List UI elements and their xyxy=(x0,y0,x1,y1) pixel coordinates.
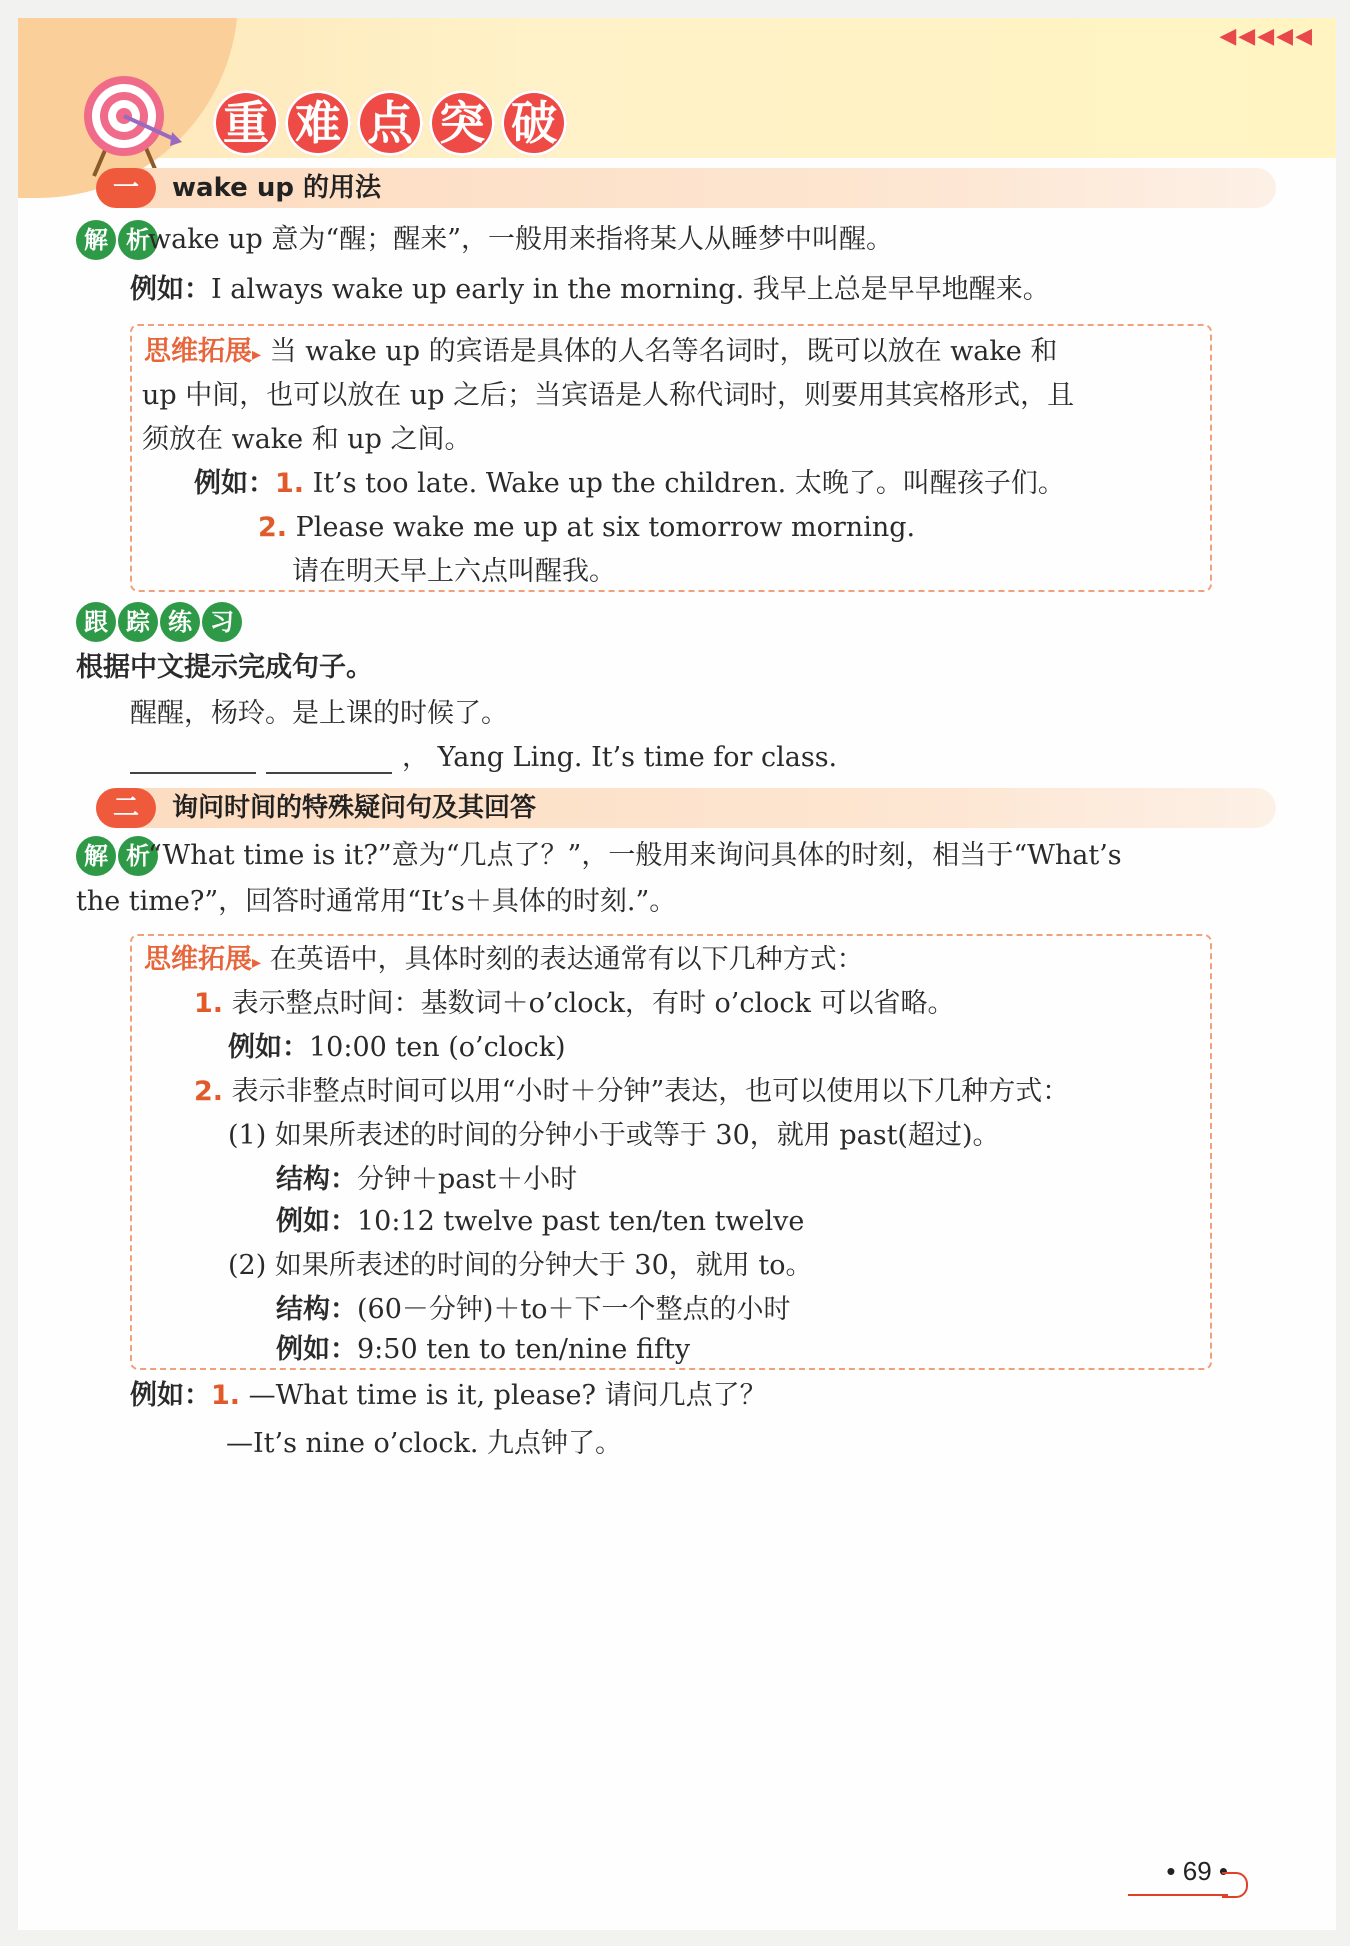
title-char: 难 xyxy=(285,90,351,156)
example-number: 1. xyxy=(275,468,305,499)
tag-char: 练 xyxy=(160,602,200,642)
answer-blank[interactable] xyxy=(130,746,256,774)
jiexi-text: wake up 意为“醒；醒来”，一般用来指将某人从睡梦中叫醒。 xyxy=(148,224,893,255)
title-char: 突 xyxy=(429,90,495,156)
tag-char: 析 xyxy=(118,836,158,876)
tag-char: 跟 xyxy=(76,602,116,642)
title-char: 点 xyxy=(357,90,423,156)
extension-label: 思维拓展 xyxy=(144,336,252,367)
jiexi-text-line-1: “What time is it?”意为“几点了？”，一般用来询问具体的时刻，相当于“What’s xyxy=(148,840,1122,871)
example-text: It’s too late. Wake up the children. 太晚了。叫醒孩子们。 xyxy=(312,468,1065,499)
tag-char: 解 xyxy=(76,220,116,260)
extension-example-2-cn: 请在明天早上六点叫醒我。 xyxy=(292,556,616,587)
point-1 xyxy=(194,988,954,1020)
sub-point-2-example xyxy=(276,1334,690,1366)
section-2-number: 二 xyxy=(96,788,156,828)
example-label: 例如： xyxy=(130,274,211,305)
jiexi-tag xyxy=(76,836,158,876)
example-text: —What time is it, please? 请问几点了？ xyxy=(248,1380,767,1411)
tag-char: 踪 xyxy=(118,602,158,642)
title-char: 破 xyxy=(501,90,567,156)
title-char: 重 xyxy=(213,90,279,156)
tag-char: 析 xyxy=(118,220,158,260)
extension-text: 在英语中，具体时刻的表达通常有以下几种方式： xyxy=(269,944,864,975)
sub-point-1-example xyxy=(276,1206,804,1238)
section-2-header xyxy=(96,788,1276,828)
example-number: 2. xyxy=(258,512,288,543)
sub-point-1-structure xyxy=(276,1164,577,1196)
extension-box xyxy=(130,934,1212,1370)
extension-intro xyxy=(144,944,864,976)
section-2-example-1 xyxy=(130,1380,767,1412)
example-text: 10:00 ten (o’clock) xyxy=(309,1032,566,1063)
section-1-title: wake up 的用法 xyxy=(172,173,382,203)
extension-example-2 xyxy=(258,512,915,544)
example-text: Please wake me up at six tomorrow morning. xyxy=(295,512,916,543)
jiexi-text-line-2: the time?”，回答时通常用“It’s＋具体的时刻.”。 xyxy=(76,886,677,917)
answer-blank[interactable] xyxy=(266,746,392,774)
extension-example-1 xyxy=(194,468,1065,500)
sub-point-1: (1) 如果所表述的时间的分钟小于或等于 30，就用 past(超过)。 xyxy=(228,1120,1000,1151)
example-label: 例如： xyxy=(228,1032,309,1063)
point-number: 2. xyxy=(194,1076,224,1107)
point-2 xyxy=(194,1076,1069,1108)
example-label: 例如： xyxy=(130,1380,211,1411)
page-number-curl xyxy=(1222,1872,1248,1898)
point-number: 1. xyxy=(194,988,224,1019)
point-text: 表示整点时间：基数词＋o’clock，有时 o’clock 可以省略。 xyxy=(231,988,955,1019)
jiexi-tag xyxy=(76,220,158,260)
point-text: 表示非整点时间可以用“小时＋分钟”表达，也可以使用以下几种方式： xyxy=(231,1076,1070,1107)
example-text: 10:12 twelve past ten/ten twelve xyxy=(357,1206,805,1237)
practice-instruction: 根据中文提示完成句子。 xyxy=(76,652,373,683)
textbook-page xyxy=(18,18,1336,1930)
tag-char: 习 xyxy=(202,602,242,642)
sub-point-2: (2) 如果所表述的时间的分钟大于 30，就用 to。 xyxy=(228,1250,813,1281)
section-1-header xyxy=(96,168,1276,208)
example-label: 例如： xyxy=(194,468,275,499)
extension-line-1 xyxy=(144,336,1057,368)
extension-line-3: 须放在 wake 和 up 之间。 xyxy=(142,424,472,455)
structure-text: (60－分钟)＋to＋下一个整点的小时 xyxy=(357,1294,791,1325)
example-label: 例如： xyxy=(276,1334,357,1365)
practice-sentence xyxy=(130,742,837,774)
example-line xyxy=(130,274,1050,306)
sub-point-2-structure xyxy=(276,1294,791,1326)
example-label: 例如： xyxy=(276,1206,357,1237)
example-number: 1. xyxy=(211,1380,241,1411)
play-arrow-icon: ▸ xyxy=(252,952,262,973)
structure-text: 分钟＋past＋小时 xyxy=(357,1164,578,1195)
example-text: 9:50 ten to ten/nine fifty xyxy=(357,1334,691,1365)
play-arrow-icon: ▸ xyxy=(252,344,262,365)
section-2-title: 询问时间的特殊疑问句及其回答 xyxy=(172,793,537,823)
extension-box xyxy=(130,324,1212,592)
page-title xyxy=(213,90,567,156)
practice-chinese: 醒醒，杨玲。是上课的时候了。 xyxy=(130,698,508,729)
extension-line-2: up 中间，也可以放在 up 之后；当宾语是人称代词时，则要用其宾格形式，且 xyxy=(142,380,1075,411)
page-number-underline xyxy=(1128,1894,1228,1896)
header-arrows: ◀◀◀◀◀ xyxy=(1219,24,1314,49)
example-text: I always wake up early in the morning. 我早上总是早早地醒来。 xyxy=(211,274,1050,305)
section-2-example-1-answer: —It’s nine o’clock. 九点钟了。 xyxy=(226,1428,623,1459)
page-number: • 69 • xyxy=(1166,1856,1228,1886)
section-1-number: 一 xyxy=(96,168,156,208)
point-1-example xyxy=(228,1032,566,1064)
extension-text: 当 wake up 的宾语是具体的人名等名词时，既可以放在 wake 和 xyxy=(269,336,1058,367)
practice-english: ， Yang Ling. It’s time for class. xyxy=(402,742,838,773)
practice-tag xyxy=(76,602,242,642)
tag-char: 解 xyxy=(76,836,116,876)
structure-label: 结构： xyxy=(276,1164,357,1195)
target-icon xyxy=(76,68,186,178)
structure-label: 结构： xyxy=(276,1294,357,1325)
extension-label: 思维拓展 xyxy=(144,944,252,975)
